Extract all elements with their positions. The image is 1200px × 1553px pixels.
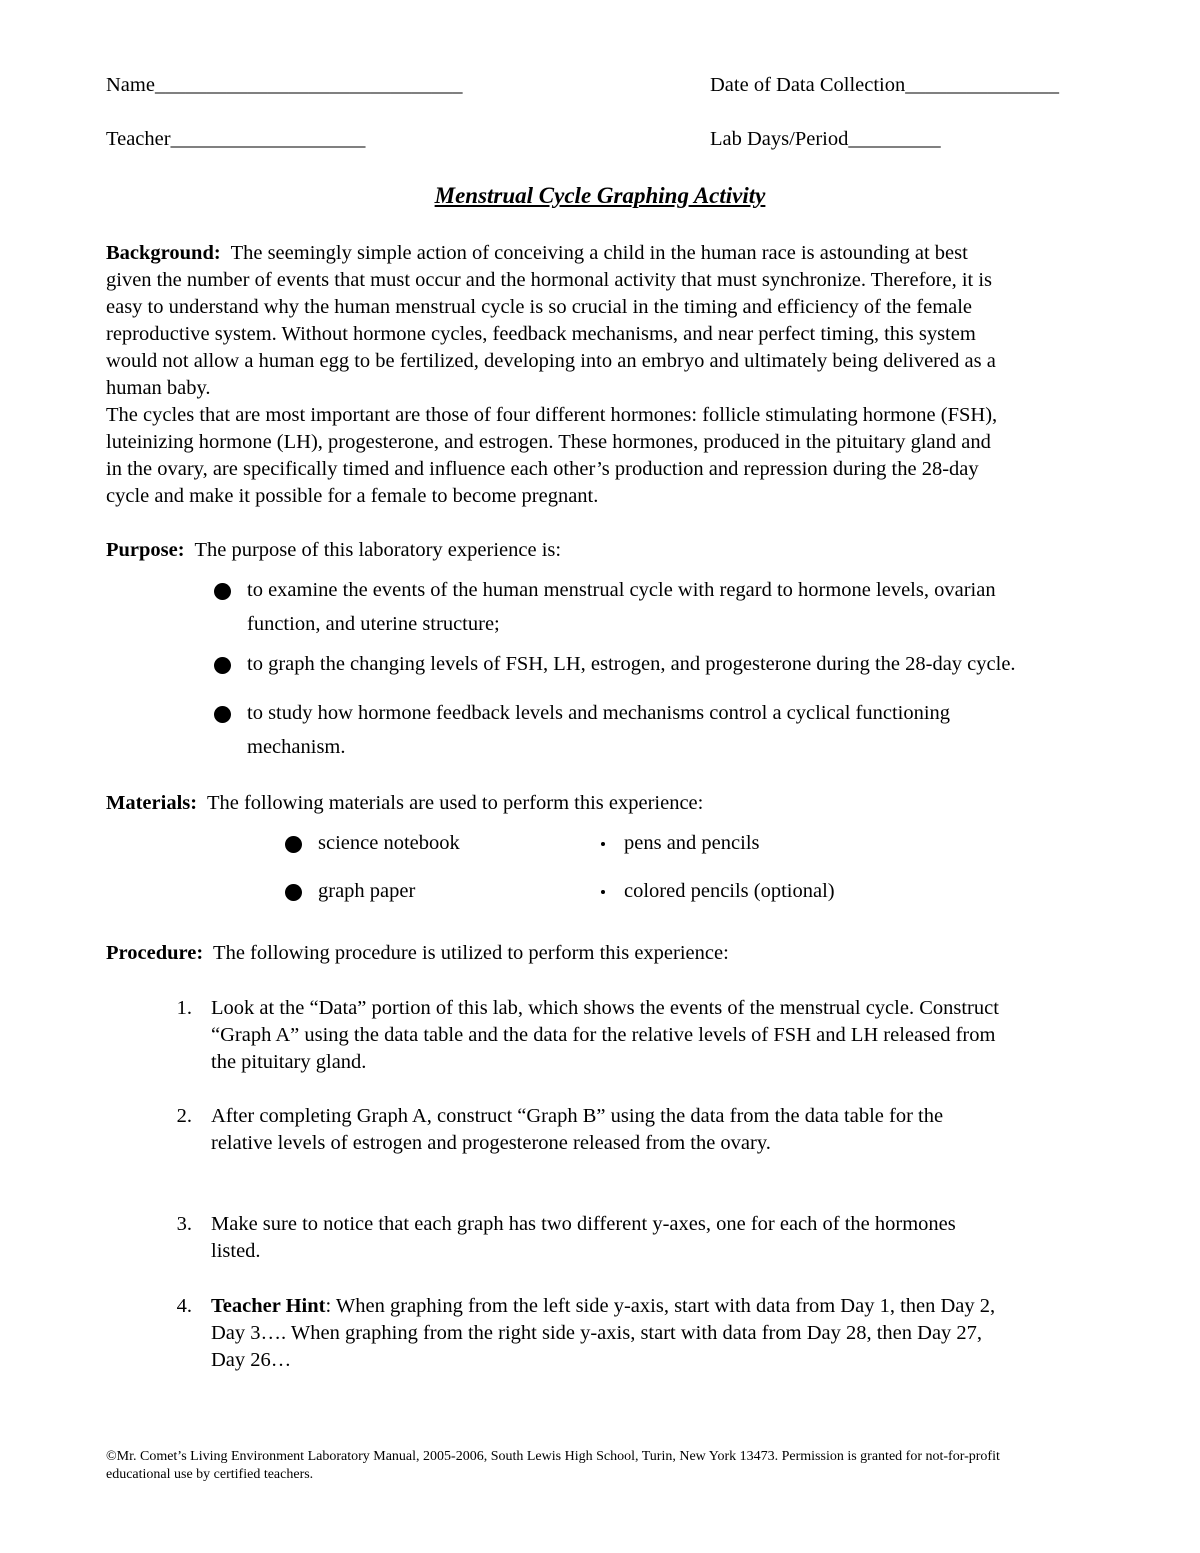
step-3-line-1: Make sure to notice that each graph has two different y-axes, one for each of the hormones (211, 1213, 956, 1235)
materials-heading (106, 790, 703, 817)
step-1-line-1: Look at the “Data” portion of this lab, which shows the events of the menstrual cycle. Construct (211, 997, 999, 1019)
step-number: 4. (176, 1295, 192, 1317)
purpose-item-3-line-1: to study how hormone feedback levels and mechanisms control a cyclical functioning (247, 702, 951, 724)
materials-intro: The following materials are used to perform this experience: (206, 792, 704, 814)
purpose-heading (106, 537, 561, 564)
step-4-line-3: Day 26… (211, 1349, 292, 1371)
step-4-line-2: Day 3…. When graphing from the right side y-axis, start with data from Day 28, then Day 27, (211, 1322, 983, 1344)
bullet-icon (285, 884, 302, 901)
background-line-2: given the number of events that must occur and the hormonal activity that must synchronize. Therefore, it is (106, 269, 993, 291)
background-line-3: easy to understand why the human menstrual cycle is so crucial in the timing and efficiency of the female (106, 296, 973, 318)
background-label: Background: (106, 242, 221, 264)
background-line-4: reproductive system. Without hormone cycles, feedback mechanisms, and near perfect timing, this system (106, 323, 976, 345)
page-title: Menstrual Cycle Graphing Activity (434, 183, 766, 208)
material-pens-and-pencils: pens and pencils (624, 832, 760, 854)
copyright-line-1: ©Mr. Comet’s Living Environment Laboratory Manual, 2005-2006, South Lewis High School, Turin, New York 13473. Permission is granted for not-for-profit (106, 1449, 1000, 1464)
procedure-label: Procedure: (106, 942, 204, 964)
purpose-label: Purpose: (106, 539, 185, 561)
materials-label: Materials: (106, 792, 198, 814)
step-number: 2. (176, 1105, 192, 1127)
purpose-item-1-line-2: function, and uterine structure; (247, 613, 500, 635)
background-line-6: human baby. (106, 377, 211, 399)
step-number: 1. (176, 997, 192, 1019)
purpose-intro: The purpose of this laboratory experience is: (194, 539, 562, 561)
small-bullet-icon (601, 842, 605, 846)
background-line-1 (106, 240, 968, 267)
background-line-9: in the ovary, are specifically timed and influence each other’s production and repression during the 28-day (106, 458, 979, 480)
step-3-line-2: listed. (211, 1240, 261, 1262)
background-line-5: would not allow a human egg to be fertilized, developing into an embryo and ultimately being delivered as a (106, 350, 996, 372)
material-colored-pencils: colored pencils (optional) (624, 880, 835, 902)
background-text: The seemingly simple action of conceiving a child in the human race is astounding at best (230, 242, 968, 264)
material-science-notebook: science notebook (318, 832, 460, 854)
teacher-field[interactable]: Teacher___________________ (106, 128, 366, 150)
bullet-icon (214, 706, 231, 723)
step-2-line-2: relative levels of estrogen and progesterone released from the ovary. (211, 1132, 771, 1154)
small-bullet-icon (601, 890, 605, 894)
background-line-10: cycle and make it possible for a female to become pregnant. (106, 485, 599, 507)
step-number: 3. (176, 1213, 192, 1235)
teacher-hint-label: Teacher Hint (211, 1295, 326, 1317)
purpose-item-1-line-1: to examine the events of the human menstrual cycle with regard to hormone levels, ovarian (247, 579, 996, 601)
step-1-line-2: “Graph A” using the data table and the data for the relative levels of FSH and LH released from (211, 1024, 996, 1046)
bullet-icon (214, 657, 231, 674)
copyright-line-2: educational use by certified teachers. (106, 1467, 314, 1482)
bullet-icon (285, 836, 302, 853)
step-1-line-3: the pituitary gland. (211, 1051, 367, 1073)
background-line-7: The cycles that are most important are those of four different hormones: follicle stimulating hormone (FSH), (106, 404, 998, 426)
step-2-line-1: After completing Graph A, construct “Graph B” using the data from the data table for the (211, 1105, 944, 1127)
teacher-hint-text: : When graphing from the left side y-axis, start with data from Day 1, then Day 2, (325, 1295, 996, 1317)
bullet-icon (214, 583, 231, 600)
procedure-heading (106, 940, 729, 967)
purpose-item-3-line-2: mechanism. (247, 736, 346, 758)
material-graph-paper: graph paper (318, 880, 416, 902)
background-line-8: luteinizing hormone (LH), progesterone, and estrogen. These hormones, produced in the pituitary gland and (106, 431, 991, 453)
procedure-intro: The following procedure is utilized to perform this experience: (213, 942, 729, 964)
date-of-data-collection-field[interactable]: Date of Data Collection_______________ (710, 74, 1060, 96)
step-4-line-1 (211, 1293, 995, 1320)
lab-days-period-field[interactable]: Lab Days/Period_________ (710, 128, 941, 150)
name-field[interactable]: Name______________________________ (106, 74, 463, 96)
purpose-item-2-line-1: to graph the changing levels of FSH, LH, estrogen, and progesterone during the 28-day cycle. (247, 653, 1016, 675)
